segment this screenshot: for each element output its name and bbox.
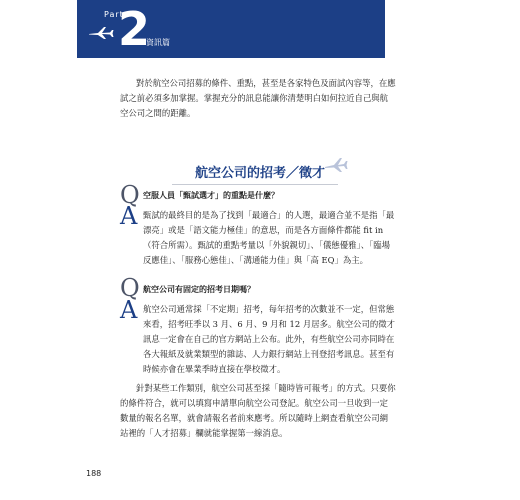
answer-marker: A bbox=[120, 202, 138, 230]
question-2: 航空公司有固定的招考日期嗎？ bbox=[143, 285, 255, 294]
airplane-icon bbox=[88, 26, 114, 40]
section-title-block bbox=[195, 162, 325, 181]
section-title: 航空公司的招考／徵才 bbox=[195, 166, 326, 181]
page-number: 188 bbox=[86, 469, 102, 478]
supplementary-paragraph: 針對某些工作類別，航空公司甚至採「隨時皆可報考」的方式。只要你的條件符合，就可以填寫申請單向航空公司登記。航空公司一旦收到一定數量的報名名單，就會請報名者前來應考。所以隨時上網查看航空公司網站裡的「人才招募」欄就能掌握第一線消息。 bbox=[120, 383, 396, 438]
title-underline bbox=[172, 184, 338, 185]
intro-paragraph: 對於航空公司招募的條件、重點，甚至是各家特色及面試內容等，在應試之前必須多加掌握。掌握充分的訊息能讓你清楚明白如何拉近自己與航空公司之間的距離。 bbox=[120, 78, 396, 118]
flying-airplane-icon bbox=[323, 155, 349, 173]
part-number: 2 bbox=[118, 2, 151, 56]
part-label: Part bbox=[104, 10, 124, 19]
question-1: 空服人員「甄試選才」的重點是什麼？ bbox=[143, 191, 279, 200]
answer-1: 甄試的最終目的是為了找到「最適合」的人選，最適合並不是指「最漂亮」或是「語文能力極佳」的意思，而是各方面條件都能 fit in（符合所需）。甄試的重點考量以「外貌親切」、「儀態優雅」、「臨場反應佳」、「服務心態佳」、「溝通能力佳」與「高 EQ」為主。 bbox=[143, 210, 395, 265]
question-marker: Q bbox=[120, 274, 140, 302]
question-marker: Q bbox=[120, 181, 140, 209]
section-name: 資訊篇 bbox=[146, 38, 170, 47]
answer-marker: A bbox=[120, 296, 138, 324]
answer-2: 航空公司通常採「不定期」招考，每年招考的次數並不一定，但常態來看，招考旺季以 3 月、6 月、9 月和 12 月居多。航空公司的徵才訊息一定會在自己的官方網站上公布。此外，有些航空公司亦同時在各大報紙及就業類型的雜誌、人力銀行網站上刊登招考訊息。甚至有時候亦會在畢業季時直接在學校徵才。 bbox=[143, 304, 395, 374]
